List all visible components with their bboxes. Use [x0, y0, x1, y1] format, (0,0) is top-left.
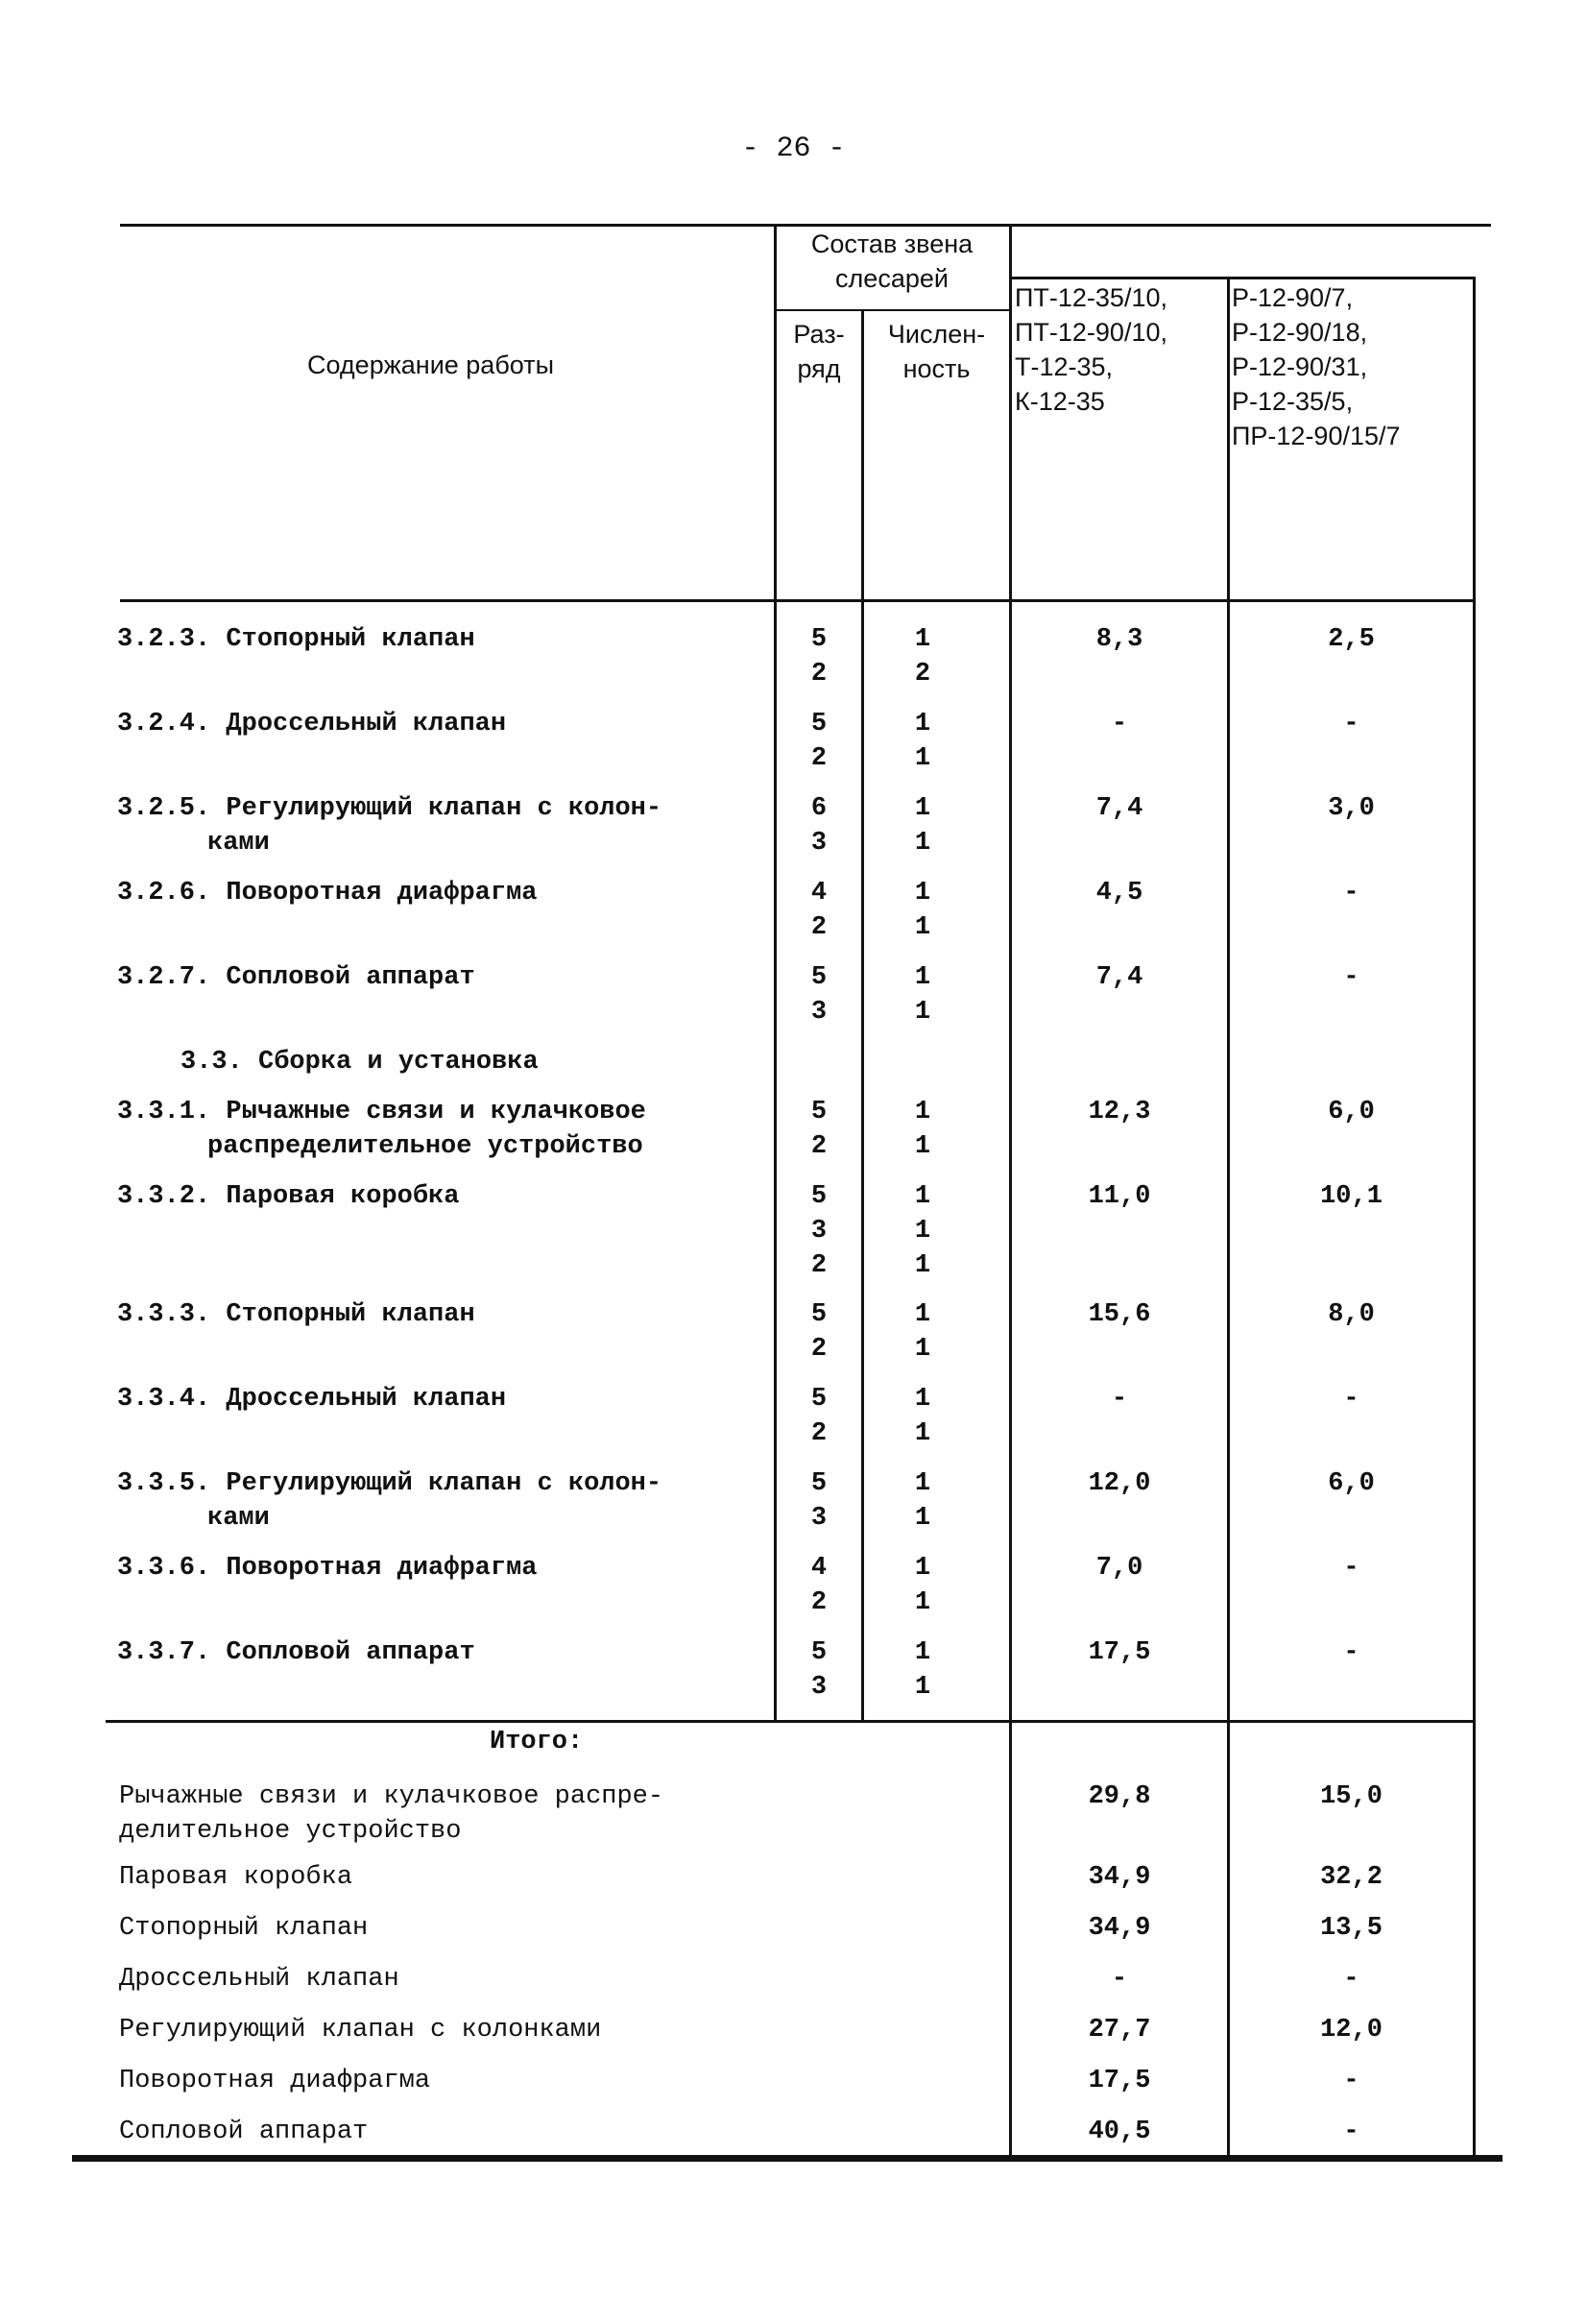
totals-model-a-value: 17,5 [1088, 2067, 1151, 2095]
grade-value: 5 [810, 1638, 828, 1667]
totals-top-rule [106, 1720, 1476, 1723]
grade-value: 3 [810, 998, 828, 1027]
count-value: 1 [914, 1638, 931, 1667]
row-label: 3.2.6. Поворотная диафрагма [117, 879, 538, 908]
model-b-value: - [1343, 963, 1359, 992]
count-value: 1 [914, 1385, 931, 1414]
count-value: 1 [914, 625, 931, 654]
count-value: 1 [914, 1251, 931, 1280]
count-value: 1 [914, 1182, 931, 1211]
model-b-header-line: Р-12-90/7, [1232, 283, 1354, 312]
grade-value: 6 [810, 794, 828, 823]
grade-value: 4 [810, 1554, 828, 1583]
totals-label: Стопорный клапан [119, 1914, 369, 1943]
count-value: 1 [914, 1335, 931, 1364]
grade-value: 2 [810, 1419, 828, 1448]
model-b-value: 10,1 [1320, 1182, 1383, 1211]
model-a-value: 8,3 [1095, 625, 1143, 654]
totals-label: Рычажные связи и кулачковое распре- [119, 1782, 664, 1811]
grade-value: 2 [810, 1132, 828, 1161]
count-value: 1 [914, 710, 931, 738]
table-bottom-rule [72, 2155, 1503, 2162]
model-a-value: 12,3 [1088, 1098, 1151, 1126]
grade-value: 2 [810, 1335, 828, 1364]
totals-title: Итого: [490, 1728, 584, 1756]
model-a-value: 7,4 [1095, 963, 1143, 992]
grade-value: 5 [810, 710, 828, 738]
totals-model-a-value: 40,5 [1088, 2118, 1151, 2146]
grade-value: 2 [810, 1588, 828, 1617]
row-label: 3.3.2. Паровая коробка [117, 1182, 460, 1211]
row-label: 3.2.4. Дроссельный клапан [117, 710, 507, 738]
count-value: 1 [914, 1419, 931, 1448]
totals-model-b-value: 12,0 [1320, 2016, 1383, 2045]
model-a-value: 7,4 [1095, 794, 1143, 823]
page-number: - 26 - [741, 133, 846, 165]
model-a-value: 12,0 [1088, 1469, 1151, 1498]
model-a-header-line: Т-12-35, [1015, 352, 1114, 381]
count-header-line2: ность [902, 354, 971, 383]
grade-value: 2 [810, 660, 828, 689]
row-label: ками [207, 829, 270, 858]
count-header-line1: Числен- [887, 320, 986, 349]
row-label: 3.3.6. Поворотная диафрагма [117, 1554, 538, 1583]
grade-value: 2 [810, 1251, 828, 1280]
count-value: 1 [914, 1217, 931, 1246]
grade-value: 5 [810, 1098, 828, 1126]
model-columns-top-rule [1009, 277, 1476, 279]
count-value: 1 [914, 829, 931, 858]
count-value: 1 [914, 963, 931, 992]
model-b-value: - [1343, 1554, 1359, 1583]
totals-label: делительное устройство [119, 1817, 462, 1846]
model-b-value: - [1343, 710, 1359, 738]
count-value: 1 [914, 1504, 931, 1533]
grade-value: 5 [810, 625, 828, 654]
grade-value: 3 [810, 1504, 828, 1533]
row-label: 3.2.5. Регулирующий клапан с колон- [117, 794, 662, 823]
count-value: 1 [914, 1469, 931, 1498]
model-a-value: 17,5 [1088, 1638, 1151, 1667]
model-a-value: 4,5 [1095, 879, 1143, 908]
model-b-value: 3,0 [1328, 794, 1375, 823]
grade-value: 5 [810, 1300, 828, 1329]
model-a-value: - [1111, 710, 1128, 738]
totals-label: Регулирующий клапан с колонками [119, 2016, 602, 2045]
grade-value: 2 [810, 744, 828, 773]
totals-model-a-value: 27,7 [1088, 2016, 1151, 2045]
count-value: 2 [914, 660, 931, 689]
count-value: 1 [914, 1588, 931, 1617]
model-a-header-line: К-12-35 [1015, 387, 1105, 416]
row-label: ками [207, 1504, 270, 1533]
totals-model-b-value: 32,2 [1320, 1863, 1383, 1892]
crew-subheader-rule [774, 309, 1009, 311]
totals-model-a-value: 29,8 [1088, 1782, 1151, 1811]
model-a-value: - [1111, 1385, 1128, 1414]
model-b-header-line: Р-12-90/18, [1232, 318, 1368, 347]
model-a-value: 7,0 [1095, 1554, 1143, 1583]
count-value: 1 [914, 913, 931, 942]
grade-header-line1: Раз- [793, 320, 845, 349]
model-a-value: 15,6 [1088, 1300, 1151, 1329]
totals-model-b-value: 13,5 [1320, 1914, 1383, 1943]
totals-label: Паровая коробка [119, 1863, 353, 1892]
model-b-value: 2,5 [1328, 625, 1375, 654]
totals-model-b-value: - [1343, 2067, 1359, 2095]
section-heading: 3.3. Сборка и установка [180, 1048, 539, 1077]
count-value: 1 [914, 744, 931, 773]
grade-value: 5 [810, 963, 828, 992]
model-b-value: - [1343, 879, 1359, 908]
totals-label: Дроссельный клапан [119, 1965, 399, 1994]
model-b-header-line: ПР-12-90/15/7 [1232, 422, 1401, 450]
grade-value: 5 [810, 1385, 828, 1414]
totals-label: Поворотная диафрагма [119, 2067, 431, 2095]
table-right-border [1473, 277, 1476, 2158]
totals-model-a-value: - [1111, 1965, 1128, 1994]
row-label: 3.3.5. Регулирующий клапан с колон- [117, 1469, 662, 1498]
model-a-value: 11,0 [1088, 1182, 1151, 1211]
row-label: 3.2.3. Стопорный клапан [117, 625, 475, 654]
model-b-value: 6,0 [1328, 1098, 1375, 1126]
model-a-header-line: ПТ-12-35/10, [1015, 283, 1167, 312]
count-value: 1 [914, 1132, 931, 1161]
count-value: 1 [914, 1098, 931, 1126]
model-b-header-line: Р-12-35/5, [1232, 387, 1354, 416]
totals-label: Сопловой аппарат [119, 2118, 369, 2146]
row-label: 3.3.3. Стопорный клапан [117, 1300, 475, 1329]
model-b-header-line: Р-12-90/31, [1232, 352, 1368, 381]
header-bottom-rule [120, 599, 1476, 602]
count-value: 1 [914, 998, 931, 1027]
count-value: 1 [914, 794, 931, 823]
grade-header-line2: ряд [797, 354, 841, 383]
row-label: 3.3.1. Рычажные связи и кулачковое [117, 1098, 646, 1126]
model-a-header-line: ПТ-12-90/10, [1015, 318, 1167, 347]
totals-model-b-value: 15,0 [1320, 1782, 1383, 1811]
totals-model-a-value: 34,9 [1088, 1863, 1151, 1892]
row-label: 3.3.7. Сопловой аппарат [117, 1638, 475, 1667]
grade-value: 3 [810, 829, 828, 858]
totals-model-a-value: 34,9 [1088, 1914, 1151, 1943]
content-column-header: Содержание работы [307, 351, 554, 379]
grade-value: 4 [810, 879, 828, 908]
model-b-value: 8,0 [1328, 1300, 1375, 1329]
model-b-value: - [1343, 1385, 1359, 1414]
grade-value: 3 [810, 1673, 828, 1702]
row-label: 3.3.4. Дроссельный клапан [117, 1385, 507, 1414]
crew-header-line2: слесарей [835, 264, 949, 293]
grade-value: 3 [810, 1217, 828, 1246]
crew-header-line1: Состав звена [810, 230, 974, 258]
count-value: 1 [914, 879, 931, 908]
grade-value: 2 [810, 913, 828, 942]
totals-model-b-value: - [1343, 1965, 1359, 1994]
count-value: 1 [914, 1673, 931, 1702]
model-b-value: - [1343, 1638, 1359, 1667]
totals-model-b-value: - [1343, 2118, 1359, 2146]
count-value: 1 [914, 1554, 931, 1583]
row-label: 3.2.7. Сопловой аппарат [117, 963, 475, 992]
count-value: 1 [914, 1300, 931, 1329]
model-b-value: 6,0 [1328, 1469, 1375, 1498]
row-label: распределительное устройство [207, 1132, 643, 1161]
grade-value: 5 [810, 1182, 828, 1211]
grade-value: 5 [810, 1469, 828, 1498]
